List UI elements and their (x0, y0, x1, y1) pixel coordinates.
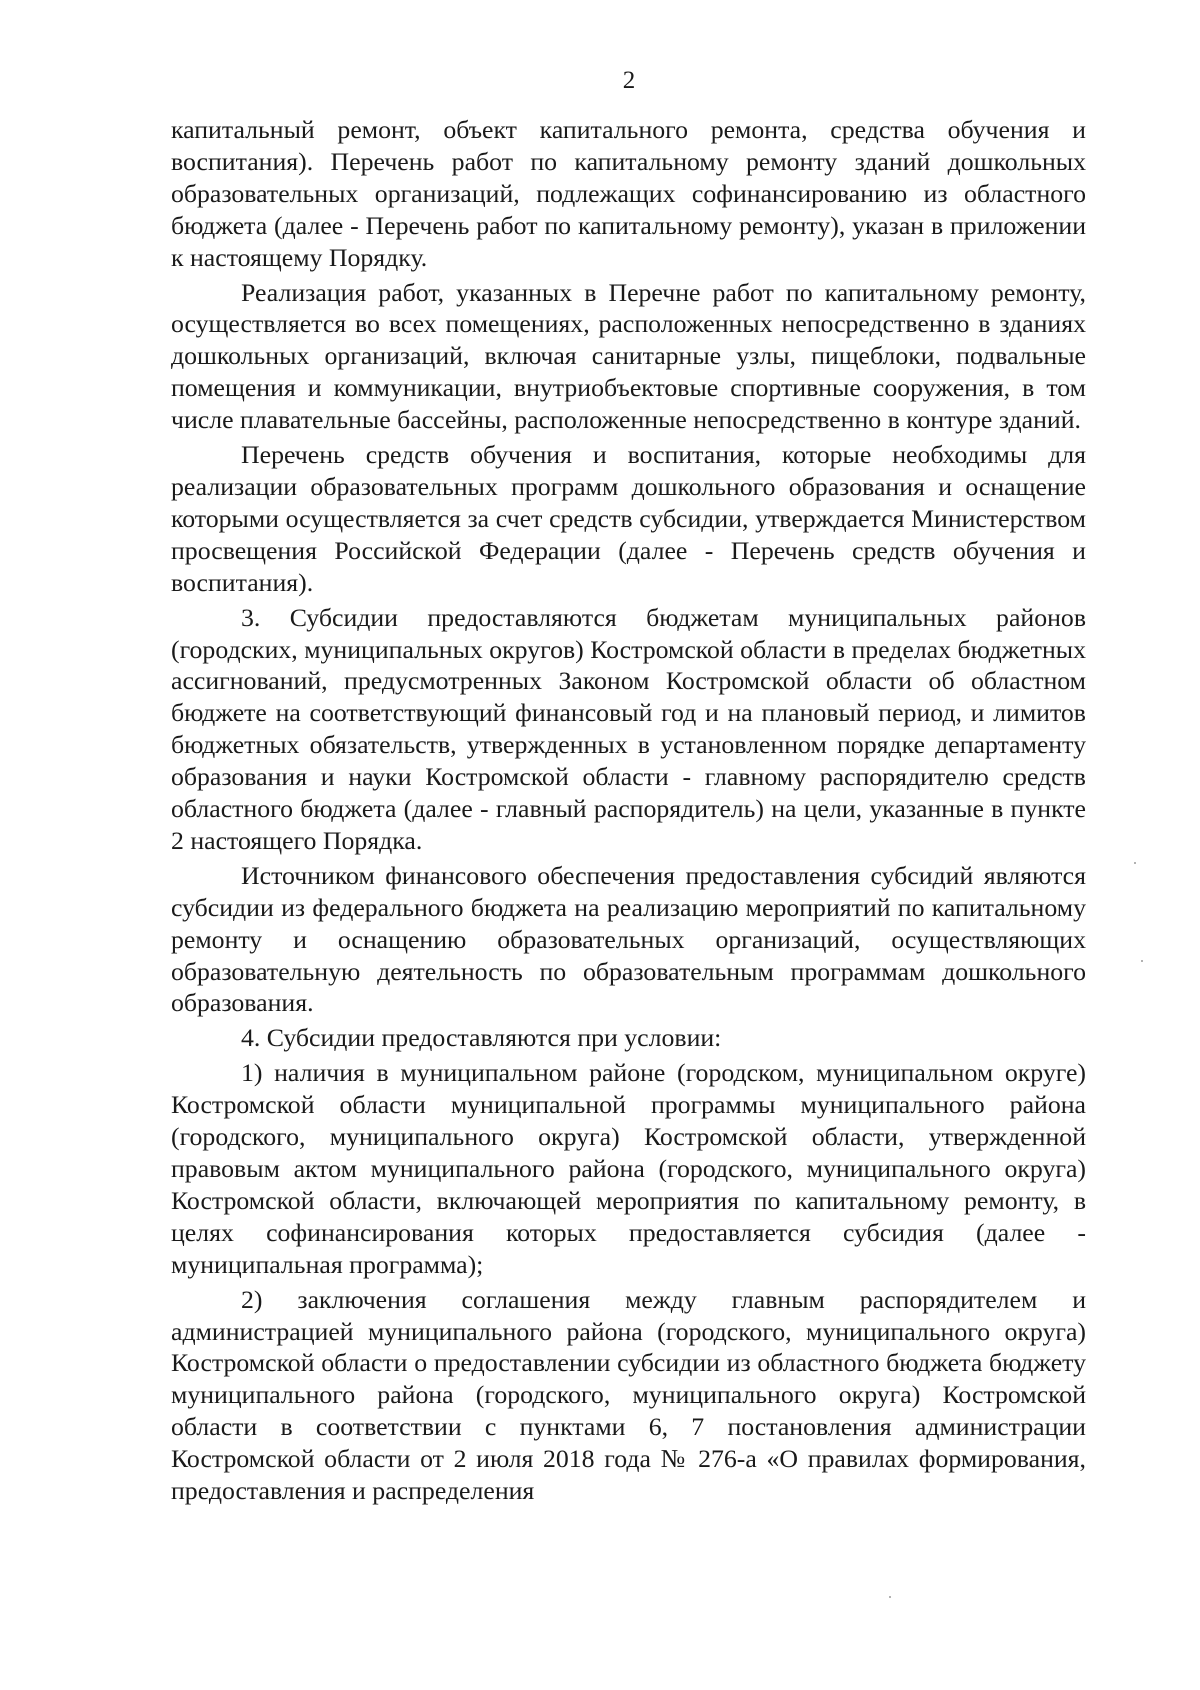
document-paragraph: Реализация работ, указанных в Перечне работ по капитальному ремонту, осуществляется во всех помещениях, расположенных непосредственно в зданиях дошкольных организаций, включая санитарные узлы, пищеблоки, подвальные помещения и коммуникации, внутриобъектовые спортивные сооружения, в том числе плавательные бассейны, расположенные непосредственно в контуре зданий. (171, 277, 1086, 435)
scan-speck (1134, 862, 1136, 864)
document-paragraph: 1) наличия в муниципальном районе (городском, муниципальном округе) Костромской области муниципальной программы муниципального района (городского, муниципального округа) Костромской области, утвержденной правовым актом муниципального района (городского, муниципального округа) Костромской области, включающей мероприятия по капитальному ремонту, в целях софинансирования которых предоставляется субсидия (далее - муниципальная программа); (171, 1058, 1086, 1279)
document-paragraph: 4. Субсидии предоставляются при условии: (241, 1023, 722, 1053)
page-number: 2 (622, 67, 636, 94)
document-paragraph: Источником финансового обеспечения предоставления субсидий являются субсидии из федерального бюджета на реализацию мероприятий по капитальному ремонту и оснащению образовательных организаций, осуществляющих образовательную деятельность по образовательным программам дошкольного образования. (171, 860, 1086, 1018)
scan-speck (889, 1596, 891, 1598)
scan-speck (1141, 960, 1143, 962)
document-paragraph: Перечень средств обучения и воспитания, которые необходимы для реализации образовательных программ дошкольного образования и оснащение которыми осуществляется за счет средств субсидии, утверждается Министерством просвещения Российской Федерации (далее - Перечень средств обучения и воспитания). (171, 440, 1086, 597)
document-paragraph: 3. Субсидии предоставляются бюджетам муниципальных районов (городских, муниципальных округов) Костромской области в пределах бюджетных ассигнований, предусмотренных Законом Костромской области об областном бюджете на соответствующий финансовый год и на плановый период, и лимитов бюджетных обязательств, утвержденных в установленном порядке департаменту образования и науки Костромской области - главному распорядителю средств областного бюджета (далее - главный распорядитель) на цели, указанные в пункте 2 настоящего Порядка. (171, 602, 1086, 855)
document-body (171, 114, 1086, 1507)
document-paragraph: 2) заключения соглашения между главным распорядителем и администрацией муниципального района (городского, муниципального округа) Костромской области о предоставлении субсидии из областного бюджета бюджету муниципального района (городского, муниципального округа) Костромской области в соответствии с пунктами 6, 7 постановления администрации Костромской области от 2 июля 2018 года № 276-а «О правилах формирования, предоставления и распределения (171, 1284, 1086, 1506)
document-paragraph: капитальный ремонт, объект капитального ремонта, средства обучения и воспитания). Перечень работ по капитальному ремонту зданий дошкольных образовательных организаций, подлежащих софинансированию из областного бюджета (далее - Перечень работ по капитальному ремонту), указан в приложении к настоящему Порядку. (171, 115, 1086, 272)
